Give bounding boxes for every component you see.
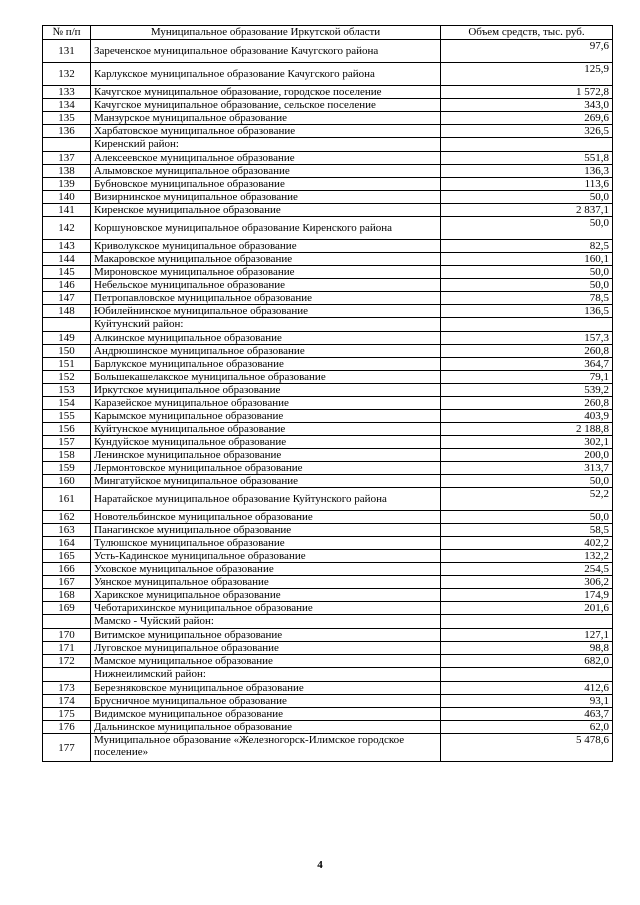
municipality-name: Андрюшинское муниципальное образование [91, 345, 441, 358]
amount-value: 412,6 [441, 682, 613, 695]
row-number: 151 [43, 358, 91, 371]
amount-value: 58,5 [441, 524, 613, 537]
row-number: 137 [43, 152, 91, 165]
table-row [43, 695, 613, 708]
allocation-table [42, 25, 613, 762]
municipality-name: Каразейское муниципальное образование [91, 397, 441, 410]
amount-value: 201,6 [441, 602, 613, 615]
table-row [43, 655, 613, 668]
row-number: 156 [43, 423, 91, 436]
municipality-name: Визирнинское муниципальное образование [91, 191, 441, 204]
amount-value: 306,2 [441, 576, 613, 589]
municipality-name: Кундуйское муниципальное образование [91, 436, 441, 449]
row-number: 142 [43, 217, 91, 240]
table-row [43, 191, 613, 204]
amount-value: 132,2 [441, 550, 613, 563]
row-number: 154 [43, 397, 91, 410]
table-row [43, 332, 613, 345]
municipality-name: Иркутское муниципальное образование [91, 384, 441, 397]
row-number: 155 [43, 410, 91, 423]
district-name: Куйтунский район: [91, 318, 441, 332]
municipality-name: Небельское муниципальное образование [91, 279, 441, 292]
amount-value: 364,7 [441, 358, 613, 371]
row-number [43, 318, 91, 332]
row-number: 138 [43, 165, 91, 178]
table-row [43, 266, 613, 279]
table-row [43, 217, 613, 240]
table-row [43, 682, 613, 695]
municipality-name: Лермонтовское муниципальное образование [91, 462, 441, 475]
amount-value: 343,0 [441, 99, 613, 112]
district-header-row [43, 318, 613, 332]
amount-value: 113,6 [441, 178, 613, 191]
row-number: 161 [43, 488, 91, 511]
row-number: 157 [43, 436, 91, 449]
table-row [43, 563, 613, 576]
row-number: 149 [43, 332, 91, 345]
row-number: 141 [43, 204, 91, 217]
municipality-name: Зареченское муниципальное образование Качугского района [91, 40, 441, 63]
amount-value: 302,1 [441, 436, 613, 449]
amount-value: 50,0 [441, 266, 613, 279]
table-row [43, 40, 613, 63]
table-row [43, 708, 613, 721]
amount-value: 313,7 [441, 462, 613, 475]
district-name: Нижнеилимский район: [91, 668, 441, 682]
table-row [43, 734, 613, 762]
district-header-row [43, 138, 613, 152]
municipality-name: Усть-Кадинское муниципальное образование [91, 550, 441, 563]
row-number: 159 [43, 462, 91, 475]
table-row [43, 550, 613, 563]
row-number: 176 [43, 721, 91, 734]
row-number: 168 [43, 589, 91, 602]
amount-value: 160,1 [441, 253, 613, 266]
amount-value: 82,5 [441, 240, 613, 253]
amount-value: 98,8 [441, 642, 613, 655]
page-number: 4 [317, 859, 323, 871]
amount-value: 174,9 [441, 589, 613, 602]
row-number: 163 [43, 524, 91, 537]
municipality-name: Брусничное муниципальное образование [91, 695, 441, 708]
table-row [43, 165, 613, 178]
municipality-name: Витимское муниципальное образование [91, 629, 441, 642]
amount-value: 539,2 [441, 384, 613, 397]
municipality-name: Мамское муниципальное образование [91, 655, 441, 668]
table-row [43, 629, 613, 642]
table-row [43, 345, 613, 358]
table-body [43, 40, 613, 762]
table-row [43, 292, 613, 305]
municipality-name: Видимское муниципальное образование [91, 708, 441, 721]
municipality-name: Качугское муниципальное образование, городское поселение [91, 86, 441, 99]
municipality-name: Качугское муниципальное образование, сельское поселение [91, 99, 441, 112]
row-number: 139 [43, 178, 91, 191]
row-number: 160 [43, 475, 91, 488]
row-number: 173 [43, 682, 91, 695]
municipality-name: Мироновское муниципальное образование [91, 266, 441, 279]
row-number [43, 615, 91, 629]
municipality-name: Наратайское муниципальное образование Куйтунского района [91, 488, 441, 511]
row-number: 153 [43, 384, 91, 397]
amount-value: 50,0 [441, 191, 613, 204]
row-number: 131 [43, 40, 91, 63]
table-row [43, 358, 613, 371]
row-number: 177 [43, 734, 91, 762]
municipality-name: Харбатовское муниципальное образование [91, 125, 441, 138]
amount-value: 2 837,1 [441, 204, 613, 217]
row-number [43, 138, 91, 152]
table-row [43, 642, 613, 655]
header-municipality: Муниципальное образование Иркутской области [91, 26, 441, 40]
municipality-name: Карымское муниципальное образование [91, 410, 441, 423]
municipality-name: Бубновское муниципальное образование [91, 178, 441, 191]
row-number: 136 [43, 125, 91, 138]
municipality-name: Петропавловское муниципальное образование [91, 292, 441, 305]
amount-value: 2 188,8 [441, 423, 613, 436]
municipality-name: Чеботарихинское муниципальное образование [91, 602, 441, 615]
row-number: 162 [43, 511, 91, 524]
table-row [43, 397, 613, 410]
municipality-name: Криволукское муниципальное образование [91, 240, 441, 253]
municipality-name: Карлукское муниципальное образование Качугского района [91, 63, 441, 86]
table-row [43, 305, 613, 318]
row-number: 143 [43, 240, 91, 253]
row-number: 174 [43, 695, 91, 708]
row-number: 167 [43, 576, 91, 589]
municipality-name: Уховское муниципальное образование [91, 563, 441, 576]
table-row [43, 253, 613, 266]
municipality-name: Макаровское муниципальное образование [91, 253, 441, 266]
row-number: 135 [43, 112, 91, 125]
municipality-name: Дальнинское муниципальное образование [91, 721, 441, 734]
amount-value: 254,5 [441, 563, 613, 576]
header-amount: Объем средств, тыс. руб. [441, 26, 613, 40]
municipality-name: Алымовское муниципальное образование [91, 165, 441, 178]
municipality-name: Уянское муниципальное образование [91, 576, 441, 589]
table-header-row [43, 26, 613, 40]
municipality-name: Коршуновское муниципальное образование Киренского района [91, 217, 441, 240]
amount-value: 50,0 [441, 217, 613, 240]
table-row [43, 449, 613, 462]
table-row [43, 721, 613, 734]
table-row [43, 475, 613, 488]
municipality-name: Панагинское муниципальное образование [91, 524, 441, 537]
table-row [43, 537, 613, 550]
table-row [43, 99, 613, 112]
row-number: 134 [43, 99, 91, 112]
amount-value: 50,0 [441, 511, 613, 524]
district-header-row [43, 615, 613, 629]
municipality-name: Ленинское муниципальное образование [91, 449, 441, 462]
table-row [43, 423, 613, 436]
amount-value: 52,2 [441, 488, 613, 511]
municipality-name: Алексеевское муниципальное образование [91, 152, 441, 165]
amount-value: 79,1 [441, 371, 613, 384]
row-number: 150 [43, 345, 91, 358]
table-row [43, 576, 613, 589]
table-row [43, 86, 613, 99]
municipality-name: Муниципальное образование «Железногорск-Илимское городское поселение» [91, 734, 441, 762]
amount-value [441, 138, 613, 152]
amount-value: 97,6 [441, 40, 613, 63]
amount-value: 50,0 [441, 475, 613, 488]
table-row [43, 511, 613, 524]
district-name: Мамско - Чуйский район: [91, 615, 441, 629]
amount-value: 136,3 [441, 165, 613, 178]
amount-value: 200,0 [441, 449, 613, 462]
table-row [43, 410, 613, 423]
table-row [43, 384, 613, 397]
amount-value: 463,7 [441, 708, 613, 721]
row-number: 169 [43, 602, 91, 615]
amount-value: 402,2 [441, 537, 613, 550]
table-row [43, 524, 613, 537]
amount-value: 403,9 [441, 410, 613, 423]
row-number: 144 [43, 253, 91, 266]
row-number: 132 [43, 63, 91, 86]
row-number: 158 [43, 449, 91, 462]
district-header-row [43, 668, 613, 682]
amount-value: 269,6 [441, 112, 613, 125]
amount-value: 125,9 [441, 63, 613, 86]
header-number: № п/п [43, 26, 91, 40]
amount-value: 93,1 [441, 695, 613, 708]
row-number: 146 [43, 279, 91, 292]
municipality-name: Новотельбинское муниципальное образование [91, 511, 441, 524]
municipality-name: Большекашелакское муниципальное образование [91, 371, 441, 384]
municipality-name: Тулюшское муниципальное образование [91, 537, 441, 550]
municipality-name: Березняковское муниципальное образование [91, 682, 441, 695]
amount-value: 326,5 [441, 125, 613, 138]
table-row [43, 488, 613, 511]
row-number: 166 [43, 563, 91, 576]
row-number: 164 [43, 537, 91, 550]
municipality-name: Манзурское муниципальное образование [91, 112, 441, 125]
amount-value [441, 615, 613, 629]
amount-value: 260,8 [441, 345, 613, 358]
municipality-name: Барлукское муниципальное образование [91, 358, 441, 371]
row-number: 147 [43, 292, 91, 305]
table-row [43, 436, 613, 449]
table-row [43, 462, 613, 475]
amount-value [441, 668, 613, 682]
amount-value: 157,3 [441, 332, 613, 345]
municipality-name: Луговское муниципальное образование [91, 642, 441, 655]
amount-value: 78,5 [441, 292, 613, 305]
amount-value: 682,0 [441, 655, 613, 668]
amount-value: 127,1 [441, 629, 613, 642]
table-row [43, 63, 613, 86]
table-row [43, 112, 613, 125]
table-row [43, 240, 613, 253]
table-row [43, 602, 613, 615]
table-row [43, 125, 613, 138]
amount-value: 5 478,6 [441, 734, 613, 762]
amount-value: 50,0 [441, 279, 613, 292]
row-number: 170 [43, 629, 91, 642]
table-row [43, 204, 613, 217]
amount-value: 136,5 [441, 305, 613, 318]
amount-value: 260,8 [441, 397, 613, 410]
row-number: 152 [43, 371, 91, 384]
municipality-name: Юбилейнинское муниципальное образование [91, 305, 441, 318]
table-row [43, 152, 613, 165]
amount-value: 1 572,8 [441, 86, 613, 99]
municipality-name: Киренское муниципальное образование [91, 204, 441, 217]
amount-value: 551,8 [441, 152, 613, 165]
table-row [43, 178, 613, 191]
amount-value: 62,0 [441, 721, 613, 734]
row-number: 133 [43, 86, 91, 99]
municipality-name: Алкинское муниципальное образование [91, 332, 441, 345]
row-number: 148 [43, 305, 91, 318]
table-row [43, 279, 613, 292]
row-number [43, 668, 91, 682]
table-row [43, 371, 613, 384]
municipality-name: Куйтунское муниципальное образование [91, 423, 441, 436]
table-row [43, 589, 613, 602]
row-number: 172 [43, 655, 91, 668]
row-number: 145 [43, 266, 91, 279]
municipality-name: Харикское муниципальное образование [91, 589, 441, 602]
amount-value [441, 318, 613, 332]
row-number: 165 [43, 550, 91, 563]
row-number: 140 [43, 191, 91, 204]
municipality-name: Мингатуйское муниципальное образование [91, 475, 441, 488]
district-name: Киренский район: [91, 138, 441, 152]
row-number: 171 [43, 642, 91, 655]
row-number: 175 [43, 708, 91, 721]
